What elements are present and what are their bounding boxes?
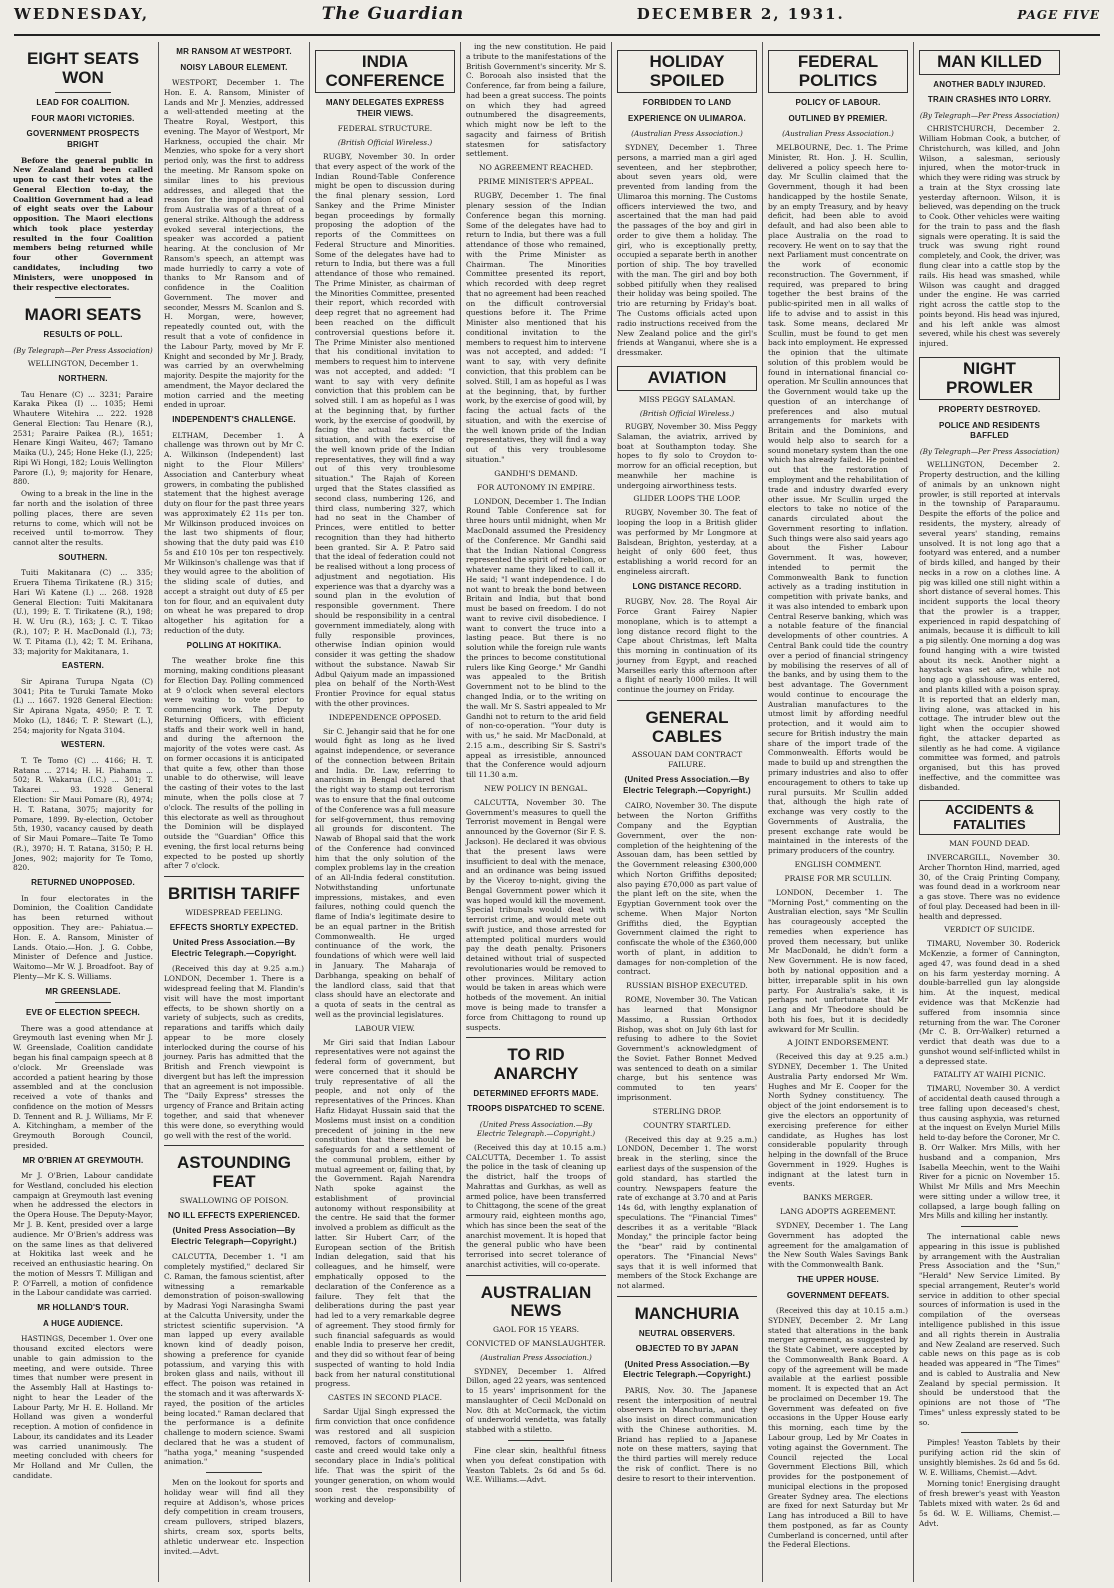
subheading: EXPERIENCE ON ULIMAROA. xyxy=(628,113,746,123)
article-text: T. Te Tomo (C) ... 4166; H. T. Ratana ... 2714; H. H. Piahama ... 502; R. Wakarua (I.C.) ... 301; T. Takarei ... 93. 1928 General Election: Sir Maui Pomare (R), 4974; H. T. Ratana, 3075; majority for Pomare, 1899. By-election, October 5th, 1930, vacancy caused by death of Sir Maui Pomare—Taite Te Tomo (R.), 3970; H. T. Ratana, 3150; P. H. Jones, 902; majority for Te Tomo, 820. xyxy=(13,755,153,873)
article-text: Sardar Ujjal Singh expressed the firm conviction that once confidence was restored and all suspicion removed, factors of communalism, caste and creed would take only a secondary place in India's political life. That was the spirit of the younger generation, on whom would soon rest the responsibility of working and develop- xyxy=(315,1407,455,1505)
credit-line: (Australian Press Association.) xyxy=(631,129,743,139)
subheading: FOR AUTONOMY IN EMPIRE. xyxy=(476,482,596,492)
article-text: Owing to a break in the line in the far north and the isolation of three polling places, there are seven returns to come, which will not be received until to-morrow. They cannot alter the results. xyxy=(13,489,153,548)
subheading: VERDICT OF SUICIDE. xyxy=(944,925,1035,935)
columns xyxy=(8,42,1106,1582)
article-text: CALCUTTA, December 1. "I am completely mystified," declared Sir C. Raman, the famous scientist, after witnessing a remarkable demonstration of poison-swallowing by Madrasi Yogi Narasingha Swami at the Calcutta University, under the strictest scientific supervision. "A man lapped up every available known kind of deadly poison, showing a preference for cyanide potassium, and varying this with broken glass and nails, without ill effect. The poison was retained in the stomach and it was afterwards X-rayed, the position of the articles being located." Raman declared that the performance is a definite challenge to modern science. Swami declared that he was a student of "hatha yoga," meaning "suspended animation." xyxy=(164,1252,304,1467)
article-text: RUGBY, November 30. The feat of looping the loop in a British glider was performed by Mr Longmore at Balsdean, Brighton, yesterday, at a height of only 600 feet, thus establishing a world record for an engineless aircraft. xyxy=(617,508,757,576)
advertisement: Morning tonic! Energising draught of fresh brewer's yeast with Yeaston Tablets mixed with water. 2s 6d and 5s 6d. W. E. Williams, Chemist.—Advt. xyxy=(919,1479,1060,1528)
subheading: RETURNED UNOPPOSED. xyxy=(31,878,135,888)
subheading: GOVERNMENT DEFEATS. xyxy=(786,1290,890,1300)
section-label: WESTERN. xyxy=(61,740,105,750)
article-text: Mr Giri said that Indian Labour representatives were not against the federal form of government, but were concerned that it should be truly representative of all the people, and not only of the representatives of the Princes. Khan Hafiz Hidayat Hussain said that the Moslems must insist on a condition precedent of joining in the new constitution that there should be safeguards for and a settlement of the communal problem, either by mutual agreement or, failing that, by the Government. Rajah Narendra Nath spoke against the establishment of provincial autonomy without responsibility at the centre. He said that the former involved a problem as difficult as the latter. Sir Hubert Carr, of the European section of the British Indian delegation, said that his colleagues, and he himself, were emphatically opposed to the declaration of the Conference as a failure. They felt that the deliberations during the past year had led to a very remarkable degree of agreement. They stood firmly for such financial safeguards as would enable India to preserve her credit, and they did so without fear of being suspected of wanting to hold India back from her natural constitutional progress. xyxy=(315,1037,455,1389)
dateline: WELLINGTON, December 1. xyxy=(27,359,139,369)
divider xyxy=(206,1472,262,1473)
column-6 xyxy=(763,42,914,1582)
article-text: The weather broke fine this morning, making conditions pleasant for Election Day. Polling commenced at 9 o'clock when several electors were waiting to vote prior to commencing work. The Deputy Returning Officers, with efficient staffs and their work well in hand, and during the afternoon the majority of the votes were cast. As on former occasions it is anticipated that quite a few, other than those unable to do otherwise, will leave the casting of their votes to the last minute, when the polls close at 7 o'clock. The results of the polling in this electorate as well as throughout the Dominion will be displayed outside the "Guardian" Office this evening, the first local returns being expected to be posted up shortly after 7 o'clock. xyxy=(164,656,304,871)
credit-line: (United Press Association.—By Electric Telegraph.—Copyright.) xyxy=(476,1119,596,1139)
credit-line: (United Press Association.—By Electric Telegraph.—Copyright.) xyxy=(623,1359,751,1380)
advertisement: Pimples! Yeaston Tablets by their purifying action rid the skin of unsightly blemishes. 2s 6d and 5s 6d. W. E. Williams, Chemist.—Advt. xyxy=(919,1438,1060,1477)
divider xyxy=(961,1432,1017,1433)
notice-text: The international cable news appearing in this issue is published by arrangement with the Australian Press Association and the "Sun," "Herald" New Service Limited. By special arrangement, Reuter's world service in addition to other special sources of information is used in the compilation of the overseas intelligence published in this issue and all rights therein in Australia and New Zealand are reserved. Such cable news on this page as is cob headed was appeared in "The Times" and is cabled to Australia and New Zealand by special permission. It should be understood that the opinions are not those of "The Times" unless expressly stated to be so. xyxy=(919,1232,1060,1427)
subheading: WIDESPREAD FEELING. xyxy=(185,907,283,917)
subheading: A HUGE AUDIENCE. xyxy=(43,1318,123,1328)
article-text: (Received this day at 9.25 a.m.) LONDON, December 1. The worst break in the sterling, since the earliest days of the suspension of the gold standard, has startled the country. Newspapers feature the rate of exchange at 3.70 and at Paris 14s 6d, with lengthy explanation of speculations. The "Financial Times" describes it as a veritable "Black Monday," the principle factor being the "bear" raid by continental operators. The "Financial News" says that it is well informed that members of the Stock Exchange are not alarmed. xyxy=(617,1134,757,1291)
divider xyxy=(55,1002,111,1003)
article-text: SYDNEY, December 1. Alfred Dillon, aged 22 years, was sentenced to 15 years' imprisonment for the manslaughter of Cecil McDonald on Nov. 8th at McCormack, the victim of underworld vendetta, was fatally stabbed with a stiletto. xyxy=(466,1366,606,1435)
article-text: There was a good attendance at Greymouth last evening when Mr J. W. Greenslade, Coalition candidate began his final campaign speech at 8 o'clock. Mr Greenslade was accorded a patient hearing by those assembled and at the conclusion received a vote of thanks and confidence on the motion of Messrs D. Tennent and R. J. Williams, Mr F. A. Kitchingham, a member of the Greymouth Borough Council, presided. xyxy=(13,1023,153,1150)
article-text: In four electorates in the Dominion, the Coalition Candidate has been returned without opposition. They are:- Pahiatua.—Hon. E. A. Ransom, Minister of Lands. Otaio.—Hon. J. G. Cobbe, Minister of Defence and Justice. Waitomo—Mr W. J. Broadfoot. Bay of Plenty—Mr K. S. Williams. xyxy=(13,893,153,981)
subheading: FOUR MAORI VICTORIES. xyxy=(31,113,135,123)
subheading: CASTES IN SECOND PLACE. xyxy=(327,1393,443,1403)
headline: AVIATION xyxy=(617,366,757,391)
divider xyxy=(55,92,111,93)
subheading: ASSOUAN DAM CONTRACT FAILURE. xyxy=(631,750,743,770)
article-text: (Received this day at 9.25 a.m.) LONDON, December 1. There is a widespread feeling that M. Flandin's visit will have the most important effects, to be shown shortly on a variety of subjects, such as credits, reparations and tariffs which daily appear to be more closely interlocked during the course of his journey. Paris has admitted that the British and French viewpoint is divergent but has left the impression that an agreement is not impossible. The "Daily Express" stresses the urgency of France and Britain acting together, and said that whenever this were done, so everything would go well with the rest of the world. xyxy=(164,964,304,1140)
subheading: NO AGREEMENT REACHED. xyxy=(478,163,594,173)
headline: AUSTRALIAN NEWS xyxy=(480,1282,592,1321)
column-5 xyxy=(612,42,763,1582)
credit-line: (United Press Association.—By Electric Telegraph.—Copyright.) xyxy=(623,775,751,795)
article-text: ELTHAM, December 1. A challenge was thrown out by Mr C. A. Wilkinson (Independent) last night to the Flour Millers' Association and Canterbury wheat growers, in combating the published statement that the highest average duty on flour for the past three years was approximately £2 11s per ton. Mr Wilkinson produced invoices on the last two shipments of flour, showing that the duty paid was £10 5s and £10 10s per ton respectively. Mr Wilkinson's challenge was that if they would agree to the abolition of the sliding scale of duties, and accept a straight out duty of £5 per ton for flour, and an equivalent duty on wheat he was prepared to drop altogether his agitation for a reduction of the duty. xyxy=(164,430,304,635)
subheading: OBJECTED TO BY JAPAN xyxy=(635,1344,739,1354)
subheading: OUTLINED BY PREMIER. xyxy=(788,113,888,123)
article-text: WESTPORT, December 1. The Hon. E. A. Ransom, Minister of Lands and Mr J. Menzies, addressed a well-attended meeting at the Theatre Royal, Westport, this evening. The Mayor of Westport, Mr Harkness, occupied the chair. Mr Menzies, who spoke for a very short period only, was the first to address the meeting. Mr Ransom spoke on similar lines to his previous addresses, and alleged that the reason for the importation of coal from Australia was of a threat of a general strike. Although the address evoked several interjections, the speaker was accorded a patient hearing. At the conclusion of Mr Ransom's speech, an attempt was made hurriedly to carry a vote of thanks to Mr Ransom and of confidence in the Coalition Government. The mover and seconder, Messrs M. Scanlon and S. H. Morgan, were, however, repeatedly counted out, with the result that a vote of confidence in the Labour Party, moved by Mr F. Knight and seconded by Mr J. Brady, was carried by an overwhelming majority. Despite the majority for the amendment, the Mayor declared the motion carried and the meeting ended in uproar. xyxy=(164,78,304,410)
divider xyxy=(961,1226,1017,1227)
divider xyxy=(164,876,304,877)
headline: MAORI SEATS xyxy=(24,305,142,325)
subheading: EFFECTS SHORTLY EXPECTED. xyxy=(169,922,299,932)
credit-line: (British Official Wireless.) xyxy=(337,138,433,148)
divider xyxy=(55,297,111,298)
subheading: CONVICTED OF MANSLAUGHTER. xyxy=(466,1339,606,1349)
subheading: LANG ADOPTS AGREEMENT. xyxy=(780,1207,896,1217)
section-label: SOUTHERN. xyxy=(58,552,108,562)
article-text: PARIS, Nov. 30. The Japanese resent the interposition of neutral observers in Manchuria, and they also insist on direct communication with the Chinese authorities. M. Briand has replied to a Japanese note on these matters, saying that the third parties will merely reduce the risk of conflict. There is no desire to resort to their intervention. xyxy=(617,1385,757,1483)
headline: BRITISH TARIFF xyxy=(168,884,300,904)
divider xyxy=(164,1145,304,1146)
credit-line: (Australian Press Association.) xyxy=(782,129,894,139)
article-text: Tau Henare (C) ... 3231; Paraire Karaka Pikea (I) ... 1035; Hemi Whautere Witehira ... 222. 1928 General Election: Tau Henare (R.), 2531; Paraire Paikea (R.), 1651; Henare Kingi Waiteu, 467; Tamano Maika (U.), 245; Hone Heke (I.), 225; Ripi Wi Hongi, 182; Louis Wellington Parore (I.), 9; majority for Henare, 880. xyxy=(13,389,153,487)
subheading: FORBIDDEN TO LAND xyxy=(642,98,732,108)
subheading: EVE OF ELECTION SPEECH. xyxy=(26,1008,140,1018)
subheading: PRIME MINISTER'S APPEAL. xyxy=(478,177,594,187)
article-text: LONDON, December 1. The Indian Round Table Conference sat for three hours until midnight, when Mr MacDonald assumed the Presidency of the Conference. Mr Gandhi said that the Indian National Congress represented the spirit of rebellion, or whatever name they liked to call it. He said; "I want independence. I do not want to break the bond between Britain and India, but that bond must be based on freedom. I do not want to revive civil disobedience. I want to convert the truce into a lasting peace. But there is no solution while the foreign rule wants the princes to become constitutional rulers like King George." Mr Gandhi was appealed to the British Government not to be blind to the changed India, or to the writing on the wall. Mr S. Sastri appealed to Mr Gandhi not to return to the arid field of non-co-operation. "Your duty is with us," he said. Mr MacDonald, at 2.15 a.m., describing Sir S. Sastri's appeal as irresistible, announced that the Conference would adjourn till 11.30 a.m. xyxy=(466,496,606,780)
article-text: Tuiti Makitanara (C) ... 335; Eruera Tihema Tirikatene (R.) 315; Hari Wi Katene (I.) ... 268. 1928 General Election: Tuiti Makitanara (U.), 199; E. T. Tirikatene (R.), 198; H. W. Uru (R.), 163; J. C. T. Tikao (R.), 107; P. H. MacDonald (I.), 73; W. T. Pitama (I.), 42; T. M. Erihana, 33; majority for Makitanara, 1. xyxy=(13,568,153,656)
subheading: SWALLOWING OF POISON. xyxy=(179,1195,289,1205)
section-label: NORTHERN. xyxy=(58,374,108,384)
headline: ASTOUNDING FEAT xyxy=(177,1153,291,1191)
divider xyxy=(466,1037,606,1038)
advertisement: Men on the lookout for sports and holiday wear will find all they require at Addison's, whose prices defy competition in cream trousers, cream pullovers, striped blazers, shirts, cream sox, sports belts, athletic underwear etc. Inspection invited.—Advt. xyxy=(164,1478,304,1556)
credit-line: (Australian Press Association.) xyxy=(480,1353,592,1363)
headline: MANCHURIA xyxy=(634,1303,740,1323)
subheading: THE UPPER HOUSE. xyxy=(797,1274,879,1284)
subheading: NEW POLICY IN BENGAL. xyxy=(484,783,588,793)
subheading: FEDERAL STRUCTURE. xyxy=(337,124,433,134)
subheading: GAOL FOR 15 YEARS. xyxy=(492,1325,580,1335)
article-text: ing the new constitution. He paid a tribute to the manifestations of the British Government's sincerity. Mr S. C. Borooah also insisted that the Conference, far from being a failure, had been a great success. The points on which they had agreed outnumbered the disagreements, which might now be left to the sagacity and fairness of British statesmen for satisfactory settlement. xyxy=(466,42,606,159)
subheading: MANY DELEGATES EXPRESS THEIR VIEWS. xyxy=(325,98,445,118)
headline: EIGHT SEATS WON xyxy=(26,49,140,87)
column-7 xyxy=(914,42,1065,1582)
credit-line: (By Telegraph—Per Press Association) xyxy=(919,110,1060,120)
credit-line: (British Official Wireless.) xyxy=(639,408,735,418)
article-text: (Received this day at 9.25 a.m.) SYDNEY, December 1. The United Australia Party endorsed Mr Wm. Hughes and Mr E. Cooper for the North Sydney constituency. The object of the joint endorsement is to give the electors an opportunity of exercising preference for either candidate, as Hughes has lost considerable popularity through helping in the downfall of the Bruce Government in 1929. Hughes is indignant at the latest turn in events. xyxy=(768,1052,908,1189)
article-text: CHRISTCHURCH, December 2. William Hobman Cook, a butcher, of Christchurch, was killed, and John Wilson, a salesman, seriously injured, when the motor-truck in which they were riding was struck by a train at the Styx crossing late yesterday afternoon. Wilson, it is believed, was depending on the truck to Cook. Other vehicles were waiting for the train to pass and the flash signals were operating. It is said the truck was swung right round completely, and Cook, the driver, was flung clear into a cattle stop by the rails. His head was smashed, while Wilson was caught and dragged under the engine. He was carried right across the cattle stop to the points beyond. His head was injured, and his left ankle was almost severed, while his chest was severely injured. xyxy=(919,124,1060,349)
article-text: RUGBY, Nov. 28. The Royal Air Force Grant Fairey Napier monoplane, which is to attempt a long distance record flight to the Cape about Christmas, left Malta this morning in continuation of its journey from Egypt, and reached Marseilles early this afternoon after a flight of nearly 1000 miles. It will continue the journey on Friday. xyxy=(617,597,757,695)
subheading: MR GREENSLADE. xyxy=(45,986,121,996)
credit-line: United Press Association.—By Electric Telegraph.—Copyright. xyxy=(171,938,297,958)
article-text: Mr J. O'Brien, Labour candidate for Westland, concluded his election campaign at Greymouth last evening when he addressed the electors in the Opera House. The Deputy-Mayor, Mr J. B. Kent, presided over a large audience. Mr O'Brien's address was on the same lines as that delivered at Hokitika last week and he received an enthusiastic hearing. On the motion of Messrs T. Milligan and P. O'Farrell, a motion of confidence in the Labour candidate was carried. xyxy=(13,1171,153,1298)
credit-line: (By Telegraph—Per Press Association) xyxy=(919,446,1060,456)
subheading: ANOTHER BADLY INJURED. xyxy=(933,79,1046,89)
subheading: TRAIN CRASHES INTO LORRY. xyxy=(927,95,1052,105)
subheading: A JOINT ENDORSEMENT. xyxy=(787,1038,889,1048)
article-text: HASTINGS, December 1. Over one thousand excited electors were unable to gain admission to the meeting, and were outside. Three times that number were present in the Assembly Hall at Hastings to-night to hear the Leader of the Labour Party, Mr H. E. Holland. Mr Holland was given a wonderful reception. A motion of confidence in Labour, its candidates and its Leader was carried unanimously. The meeting concluded with cheers for Mr Holland and Mr Cullen, the candidate. xyxy=(13,1334,153,1480)
subheading: NEUTRAL OBSERVERS. xyxy=(638,1328,736,1338)
divider xyxy=(617,1296,757,1297)
article-text: Sir C. Jehangir said that he for one would fight as long as he lived against independence, or severance of the connection between Britain and India. Dr. Law, referring to anarchism in Bengal declared that the right way to stamp out terrorism was to ensure that the final outcome of the Conference was a full measure for self-government, thus removing all grounds for discontent. The Nawab of Bhopal said that the work of the Conference had convinced him that the only solution of the complex problems lay in the creation of an All-India federal constitution. Notwithstanding unfortunate impressions, mistakes, and even failures, nothing could quench the flame of India's legitimate desire to be an equal partner in the British Commonwealth. He urged continuance of the work, the foundations of which were well laid in January. The Maharaja of Darbhanga, speaking on behalf of the landlord class, said that that class should have an electorate and a quota of seats in the central as well as the provincial legislatures. xyxy=(315,726,455,1019)
column-3 xyxy=(310,42,461,1582)
subheading: INDEPENDENT'S CHALLENGE. xyxy=(172,415,296,425)
headline: FEDERAL POLITICS xyxy=(768,50,908,93)
subheading: POLLING AT HOKITIKA. xyxy=(186,640,282,650)
headline: MAN KILLED xyxy=(919,50,1060,75)
subheading: LEAD FOR COALITION. xyxy=(36,98,130,108)
article-text: LONDON, December 1. The "Morning Post," commenting on the Australian election, says "Mr Scullin has courageously accepted the remedies when experience has proved them necessary, but unlike Mr MacDonald, he didn't form a New Government. He is now faced, both by national opposition and a bitter, irreparable split in his own party. For Australia's sake, it is perhaps not unfortunate that Mr Lang and Mr Theodore should be both his foes, but it is decidedly awkward for Mr Scullin. xyxy=(768,887,908,1034)
article-text: CAIRO, November 30. The dispute between the Norton Griffiths Company and the Egyptian Government, over the non-completion of the heightening of the Assouan dam, has been settled by the Government releasing £300,000 which Norton Griffiths deposited; also paying £70,000 as part value of the plant left on the site, when the Egyptian Government took over the scheme. When Major Norton Griffiths died, the Egyptian Government claimed the right to confiscate the whole of the £360,000 worth of plant, in addition to damages for non-completion of the contract. xyxy=(617,801,757,977)
article-text: RUGBY, December 1. The final plenary session of the Indian Conference began this morning. Some of the delegates have had to return to India, but there was a full attendance of those who remained, with the Prime Minister as Chairman. The Minorities Committee presented its report, which recorded with deep regret that no agreement had been reached on the difficult controversial questions before it. The Prime Minister also mentioned that his conditional invitation to the members to request him to intervene was not accepted, and added: "I want to say, with very definite conviction, that this problem can be solved. Still, I am as hopeful as I was at the beginning, that, by further work, by the exercise of good will, by facing the actual facts of the situation, and with the exercise of the well known pride of the Indian representatives, they will find a way out of this very troublesome situation." xyxy=(466,191,606,464)
column-1 xyxy=(8,42,159,1582)
subheading: MISS PEGGY SALAMAN. xyxy=(638,394,736,404)
headline: TO RID ANARCHY xyxy=(493,1045,579,1083)
article-text: SYDNEY, December 1. The Lang Government has adopted the agreement for the amalgamation of the New South Wales Savings Bank with the Commonwealth Bank. xyxy=(768,1221,908,1270)
lead-paragraph: Before the general public in New Zealand had been called upon to cast their votes at the General Election to-day, the Coalition Government had a lead of eight seats over the Labour opposition. The Maori elections which took place yesterday resulted in the four Coalition members being returned while four other Government candidates, including two Ministers, were unopposed in their respective electorates. xyxy=(13,155,153,292)
article-text: Sir Apirana Turupa Ngata (C) 3041; Pita te Turuki Tamate Moko (L) ... 1667. 1928 General Election: Sir Apirana Ngata, 4950; P. T. T. Moko (L), 1846; T. P. Stewart (L.), 254; majority for Ngata 3104. xyxy=(13,676,153,735)
subheading: MAN FOUND DEAD. xyxy=(949,839,1030,849)
article-text: TIMARU, November 30. Roderick McKenzie, a former of Cannington, aged 47, was found dead in a shed on his farm yesterday morning. A double-barrelled gun lay alongside him. At the inquest, medical evidence was that McKenzie had suffered from insomnia since returning from the war. The Coroner (Mr C. B. Orr-Walker) returned a verdict that death was due to a gunshot wound self-inflicted whilst in a depressed state. xyxy=(919,939,1060,1066)
advertisement: Fine clear skin, healthful fitness when you defeat constipation with Yeaston Tablets. 2s 6d and 5s 6d. W.E. Williams.—Advt. xyxy=(466,1445,606,1485)
column-2 xyxy=(159,42,310,1582)
subheading: DETERMINED EFFORTS MADE. xyxy=(473,1088,599,1098)
subheading: LABOUR VIEW. xyxy=(355,1023,415,1033)
subheading: PRAISE FOR MR SCULLIN. xyxy=(784,873,892,883)
masthead-day: WEDNESDAY, xyxy=(14,5,150,23)
article-text: SYDNEY, December 1. Three persons, a married man a girl aged seventeen, and her stepbrother, about seven years old, were prevented from landing from the Ulimaroa this morning. The Customs officers interviewed the two, and ascertained that the man had paid the passages of the boy and girl in order to give them a holiday. The girl, who is exceptionally pretty, occupied a separate berth in another portion of ship. The boy travelled with the man. The girl and boy both sobbed pitifully when they realised their holiday was being spoiled. The trio are returning by Friday's boat. The Customs officials acted upon radio instructions received from the New Zealand police and the girl's friends at Wanganui, where she is a dressmaker. xyxy=(617,142,757,358)
article-text: RUGBY, November 30. Miss Peggy Salaman, the aviatrix, arrived by boat at Southampton today. She hopes to fly solo to Croydon to-morrow for an official reception, but meanwhile her machine is undergoing airworthiness tests. xyxy=(617,422,757,490)
article-text: INVERCARGILL, November 30. Archer Thornton Hind, married, aged 30, of the Craig Printing Company, was found dead in a workroom near a gas stove. There was no evidence of foul play. Deceased had been in ill-health and depressed. xyxy=(919,853,1060,921)
masthead-page-number: PAGE FIVE xyxy=(1017,8,1100,22)
credit-line: (United Press Association—By Electric Telegraph—Copyright.) xyxy=(171,1226,297,1246)
headline: HOLIDAY SPOILED xyxy=(617,50,757,93)
subheading: BANKS MERGER. xyxy=(803,1193,873,1203)
article-text: TIMARU, November 30. A verdict of accidental death caused through a tree falling upon deceased's chest, thus causing asphyxia, was returned at the inquest on Evelyn Muriel Mills held to-day before the Coroner, Mr C. B. Orr Walker. Mrs Mills, with her husband and a companion, Mrs Isabella Meechin, went to the Waihi River for a picnic on November 15. Whilst Mr Mills and Mrs Meechin were sitting under a willow tree, it collapsed, a large bough falling on Mrs Mills and killing her instantly. xyxy=(919,1084,1060,1221)
subheading: MR O'BRIEN AT GREYMOUTH. xyxy=(22,1155,144,1165)
subheading: NOISY LABOUR ELEMENT. xyxy=(180,62,288,72)
headline: NIGHT PROWLER xyxy=(919,357,1060,400)
subheading: POLICE AND RESIDENTS BAFFLED xyxy=(938,420,1041,441)
subheading: COUNTRY STARTLED. xyxy=(643,1120,731,1130)
article-text: ROME, November 30. The Vatican has learned that Monsignor Massimo, a Russian Orthodox Bishop, was shot on July 6th last for refusing to adhere to the Soviet Government's acknowledgment of the Soviet. Father Bonnet Medved was sentenced to death on a similar charge, but his sentence was commuted to ten years' imprisonment. xyxy=(617,995,757,1102)
divider xyxy=(617,700,757,701)
article-text: WELLINGTON, December 2. Property destruction, and the killing of animals by an unknown night prowler, is still reported at intervals in the township of Paraparaumu. Despite the efforts of the police and residents, the mystery, already of several years' standing, remains unsolved. It is not long ago that a footyard was entered, and a number of birds killed, and hanged by their necks in a row on a clothes line. A pig was killed one still night within a short distance of several homes. This incident supports the local theory that the prowler is a trapper, experienced in rapid despatching of animals, because it is difficult to kill a pig silently. One morning a dog was found hanging with a wire twisted about its neck. Another night a haystack was set afire, while not long ago a glasshouse was entered, and plants killed with a poison spray. It is reported that an elderly man, living alone, was attacked in his cottage. The intruder blew out the light when the occupier showed fight, the attacker departed as silently as he had come. A vigilance committee was formed, and patrols organised, but this has proved ineffective, and the committee was disbanded. xyxy=(919,460,1060,792)
subheading: NO ILL EFFECTS EXPERIENCED. xyxy=(168,1210,300,1220)
article-text: (Received this day at 10.15 a.m.) SYDNEY, December 2. Mr Lang stated that alterations in the bank merger agreement, as suggested by the State Cabinet, were accepted by the Commonwealth Bank Board. A copy of the agreement will be made available at the earliest possible moment. It is expected that an Act be proclaimed on December 19. The Government was defeated on five occasions in the Upper House early this morning, each time by the Labour group, Led by Mr Coates in voting against the Government. The Council rejected the Local Government Elections Bill, which provides for the postponement of municipal elections in the proposed Greater Sydney area. The elections are fixed for next Saturday but Mr Lang has introduced a Bill to have them postponed, as far as County Cumberland is concerned, until after the Federal Elections. xyxy=(768,1306,908,1550)
subheading: LONG DISTANCE RECORD. xyxy=(632,581,742,591)
article-text: CALCUTTA, November 30. The Government's measures to quell the Terrorist movement in Bengal were announced by the Governor (Sir F. S. Jackson). He declared it was obvious that the present laws were insufficient to deal with the menace, and an ordinance was being issued by the Viceroy to-night, giving the Bengal Government power which it was hoped would kill the movement. Special tribunals would deal with terrorist crime, and would mete out swift justice, and those arrested for attempted political murders would pay the death penalty. Prisoners detained without trial of suspected revolutionaries would be removed to other provinces. Military action would be taken in areas which were hotbeds of the movement. An initial move is being made to transfer a force from Chittagong to round up suspects. xyxy=(466,797,606,1032)
masthead-date: DECEMBER 2, 1931. xyxy=(636,5,845,23)
subheading: FATALITY AT WAIHI PICNIC. xyxy=(933,1070,1046,1080)
subheading: ENGLISH COMMENT. xyxy=(794,859,882,869)
subheading: INDEPENDENCE OPPOSED. xyxy=(328,712,442,722)
headline: INDIA CONFERENCE xyxy=(315,50,455,93)
article-text: (Received this day at 10.15 a.m.) CALCUTTA, December 1. To assist the police in the task of cleaning up the district, half the troops of Mahrattas and Gurkhas, as well as armed police, have been transferred to Chittagong, the scene of the great armoury raid, eighteen months ago, which has since been the seat of the anarchist movement. It is hoped that the general public who have been terrorised into secret tolerance of anarchist activities, will co-operate. xyxy=(466,1142,606,1269)
section-label: EASTERN. xyxy=(61,661,105,671)
subheading: GANDHI'S DEMAND. xyxy=(494,468,578,478)
divider xyxy=(508,1440,564,1441)
subheading: RESULTS OF POLL. xyxy=(43,329,123,339)
article-text: MELBOURNE, Dec. 1. The Prime Minister, Rt. Hon. J. H. Scullin, delivered a policy speech here to-day. Mr Scullin claimed that the Government, though it had been handicapped by the hostile Senate, by an empty Treasury, and by heavy deficit, had been able to avoid default, and had also been able to place Australia on the road to recovery. He went on to say that the next Parliament must concentrate on the work of economic reconstruction. The Government, if required, was prepared to bring together the best brains of the public-spirited men in all walks of life to advise and to assist in this task. Some means, declared Mr Scullin, must be found to get men back into employment. He expressed the opinion that the ultimate solution of this problem would be found in international financial co-operation. Mr Scullin announces that the Government would take up the question of an interchange of preferences and also mutual arrangements for markets with Britain and the Dominions, and would help also to search for a sound monetary system than the one which has already failed. He pointed out that the restoration of employment and the rehabilitation of trade and industry dwarfed every other issue. Mr Scullin urged the electors to take no notice of the canards circulated about the Government resorting to inflation. Such things were also said years ago about the Fisher Labour Government. It was, however, intended to permit the Commonwealth Bank to function actively as a trading institution in competition with private banks, and it was also intended to embark upon Central Reserve banking, which was a notable feature of the financial developments of other countries. A Central Bank could tide the country over a period of financial stringency by mobilising the reserves of all of the banks, and by using them to the best advantage. The Government would continue to encourage the Australian manufactures to the utmost limit by affording needful protection, and it would aim to secure for British industry the main share of the import trade of the Commonwealth. Efforts would be made to build up and strengthen the primary industries and also to offer encouragement to others to take up rural pursuits. Mr Scullin added that, although the high rate of exchange was very costly to the Governments of Australia, the present exchange rate would be maintained in the interests of the primary producers of the country. xyxy=(768,142,909,856)
subheading: GOVERNMENT PROSPECTS BRIGHT xyxy=(26,129,140,150)
subheading: STERLING DROP. xyxy=(652,1106,722,1116)
subheading: POLICY OF LABOUR. xyxy=(795,98,881,108)
divider xyxy=(466,1275,606,1276)
subheading: MR RANSOM AT WESTPORT. xyxy=(176,47,292,56)
subheading: GLIDER LOOPS THE LOOP. xyxy=(633,494,741,504)
headline: ACCIDENTS & FATALITIES xyxy=(919,800,1060,835)
subheading: TROOPS DISPATCHED TO SCENE. xyxy=(467,1104,605,1114)
subheading: PROPERTY DESTROYED. xyxy=(938,405,1041,415)
column-4 xyxy=(461,42,612,1582)
subheading: MR HOLLAND'S TOUR. xyxy=(37,1303,129,1313)
article-text: RUGBY, November 30. In order that every aspect of the work of the Indian Round-Table Conference might be open to discussion during the final plenary session, Lord Sankey and the Prime Minister began proceedings by formally proposing the adoption of the reports of the Committees on Federal Structure and Minorities. Some of the delegates have had to return to India, but there was a full attendance of those who remained. The Prime Minister, as chairman of the Minorities Committee, presented their report, which recorded with deep regret that no agreement had been reached on the difficult controversial questions before it. The Prime Minister also mentioned that his conditional invitation to members to request him to intervene was not accepted, and added: "I want to say with very definite conviction that this problem can be solved still. I am as hopeful as I was at the beginning that, by further work, by the exercise of goodwill, by facing the actual facts of the situation, and with the exercise of the well known pride of the Indian representatives, they will find a way out of this very troublesome situation." The Rajah of Koreen urged that the States classified as second class, numbering 126, and third class, numbering 327, which had no seat in the Chamber of Princes, were entitled to better recognition than they had hitherto been granted. Sir A. P. Patro said that the ideal of federation could not be realised without a long process of adjustment and negotiation. His experience was that a dyarchy was a sound plan in the evolution of responsible government. There should be responsibility in a central government immediately, along with fully responsible provinces, otherwise Indian opinion would consider it was getting the shadow without the substance. Nawab Sir Adbul Qaiyum made an impassioned plea on behalf of the North-West Frontier Province for equal status with the other provinces. xyxy=(315,151,455,708)
masthead xyxy=(14,4,1100,36)
credit-line: (By Telegraph—Per Press Association) xyxy=(13,345,153,355)
subheading: RUSSIAN BISHOP EXECUTED. xyxy=(626,981,748,991)
masthead-paper-name: The Guardian xyxy=(321,4,465,24)
headline: GENERAL CABLES xyxy=(645,707,729,746)
